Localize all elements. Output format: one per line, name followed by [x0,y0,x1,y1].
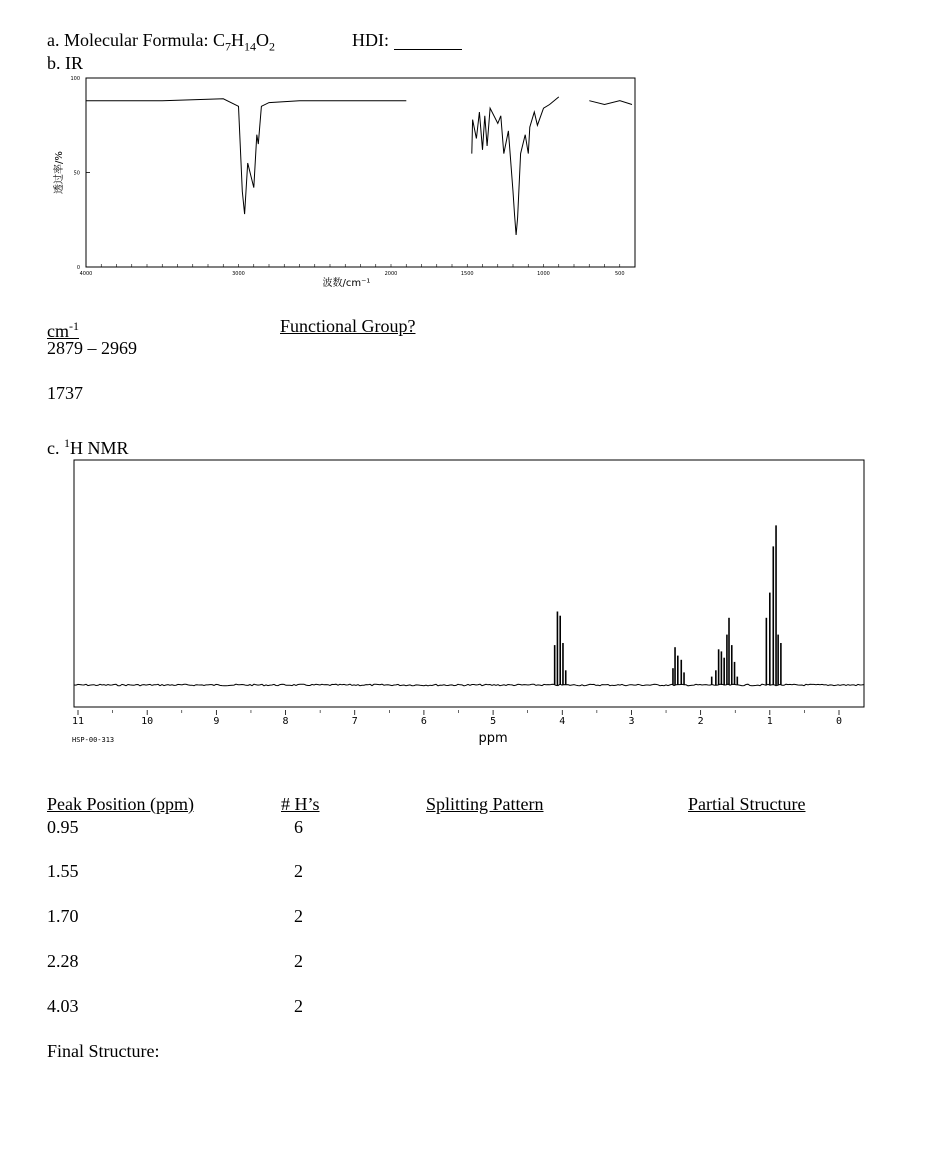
ir-plot-frame [86,78,635,267]
nmr-spectrum-chart [60,455,880,755]
ir-spectrum-line [589,101,632,105]
ir-row-1737: 1737 [47,383,83,403]
ir-col-cm-label: cm [47,321,69,341]
nmr-x-axis-label: ppm [478,731,508,746]
nmr-x-tick-label: 9 [213,716,220,727]
nmr-row-h: 2 [294,906,303,926]
formula-h-count: 14 [243,39,256,54]
nmr-x-tick-label: 4 [559,716,566,727]
nmr-row-ppm: 0.95 [47,817,79,837]
ir-y-tick-label: 100 [70,76,80,82]
nmr-row-ppm: 4.03 [47,996,79,1016]
nmr-x-tick-label: 6 [420,716,427,727]
ir-col-functional-group: Functional Group? [280,316,416,336]
final-structure-label: Final Structure: [47,1041,160,1061]
nmr-row-h: 2 [294,951,303,971]
ir-col-cm-sup: -1 [69,319,79,333]
ir-section-label: b. IR [47,53,83,73]
ir-x-tick-label: 1500 [460,271,474,277]
nmr-x-tick-label: 8 [282,716,289,727]
nmr-col-peak-position: Peak Position (ppm) [47,794,194,814]
nmr-spectrum-id: HSP-00-313 [72,736,115,744]
nmr-row-h: 2 [294,996,303,1016]
formula-prefix: a. Molecular Formula: C [47,30,225,50]
nmr-x-tick-label: 1 [766,716,773,727]
nmr-row-h: 2 [294,861,303,881]
formula-c-count: 7 [224,39,231,54]
nmr-x-tick-label: 5 [490,716,497,727]
nmr-section-prefix: c. [47,438,64,458]
nmr-x-tick-label: 11 [71,716,85,727]
nmr-x-tick-label: 0 [835,716,843,727]
nmr-section-text: H NMR [70,438,129,458]
nmr-row-ppm: 1.70 [47,906,79,926]
formula-o-symbol: O [255,30,269,50]
hdi-blank[interactable] [394,33,462,50]
nmr-x-tick-label: 7 [351,716,358,727]
nmr-row-ppm: 1.55 [47,861,79,881]
nmr-section-sup: 1 [64,436,70,450]
nmr-row-ppm: 2.28 [47,951,79,971]
ir-x-tick-label: 4000 [79,271,93,277]
hdi-field[interactable] [352,30,462,50]
nmr-col-splitting: Splitting Pattern [426,794,544,814]
ir-y-tick-label: 50 [73,170,80,177]
ir-x-tick-label: 500 [614,271,625,277]
ir-spectrum-line [472,97,559,235]
ir-x-tick-label: 2000 [384,271,398,277]
nmr-col-h-count: # H’s [281,794,320,814]
ir-y-tick-label: 0 [76,265,80,271]
ir-row-2879-2969: 2879 – 2969 [47,338,137,358]
ir-spectrum-chart [40,74,650,296]
ir-y-axis-label: 透过率/% [54,151,65,194]
nmr-baseline [74,684,864,686]
nmr-plot-frame [74,460,864,707]
formula-o-count: 2 [268,39,275,54]
hdi-label: HDI: [352,30,389,50]
nmr-x-tick-label: 10 [141,716,154,727]
ir-x-tick-label: 1000 [537,271,550,277]
ir-x-tick-label: 3000 [232,271,245,277]
nmr-row-h: 6 [294,817,303,837]
formula-h-symbol: H [230,30,244,50]
ir-x-axis-label: 波数/cm⁻¹ [322,278,371,289]
nmr-x-tick-label: 3 [628,716,635,727]
nmr-col-partial-structure: Partial Structure [688,794,806,814]
nmr-x-tick-label: 2 [697,716,704,727]
ir-spectrum-line [86,99,406,214]
